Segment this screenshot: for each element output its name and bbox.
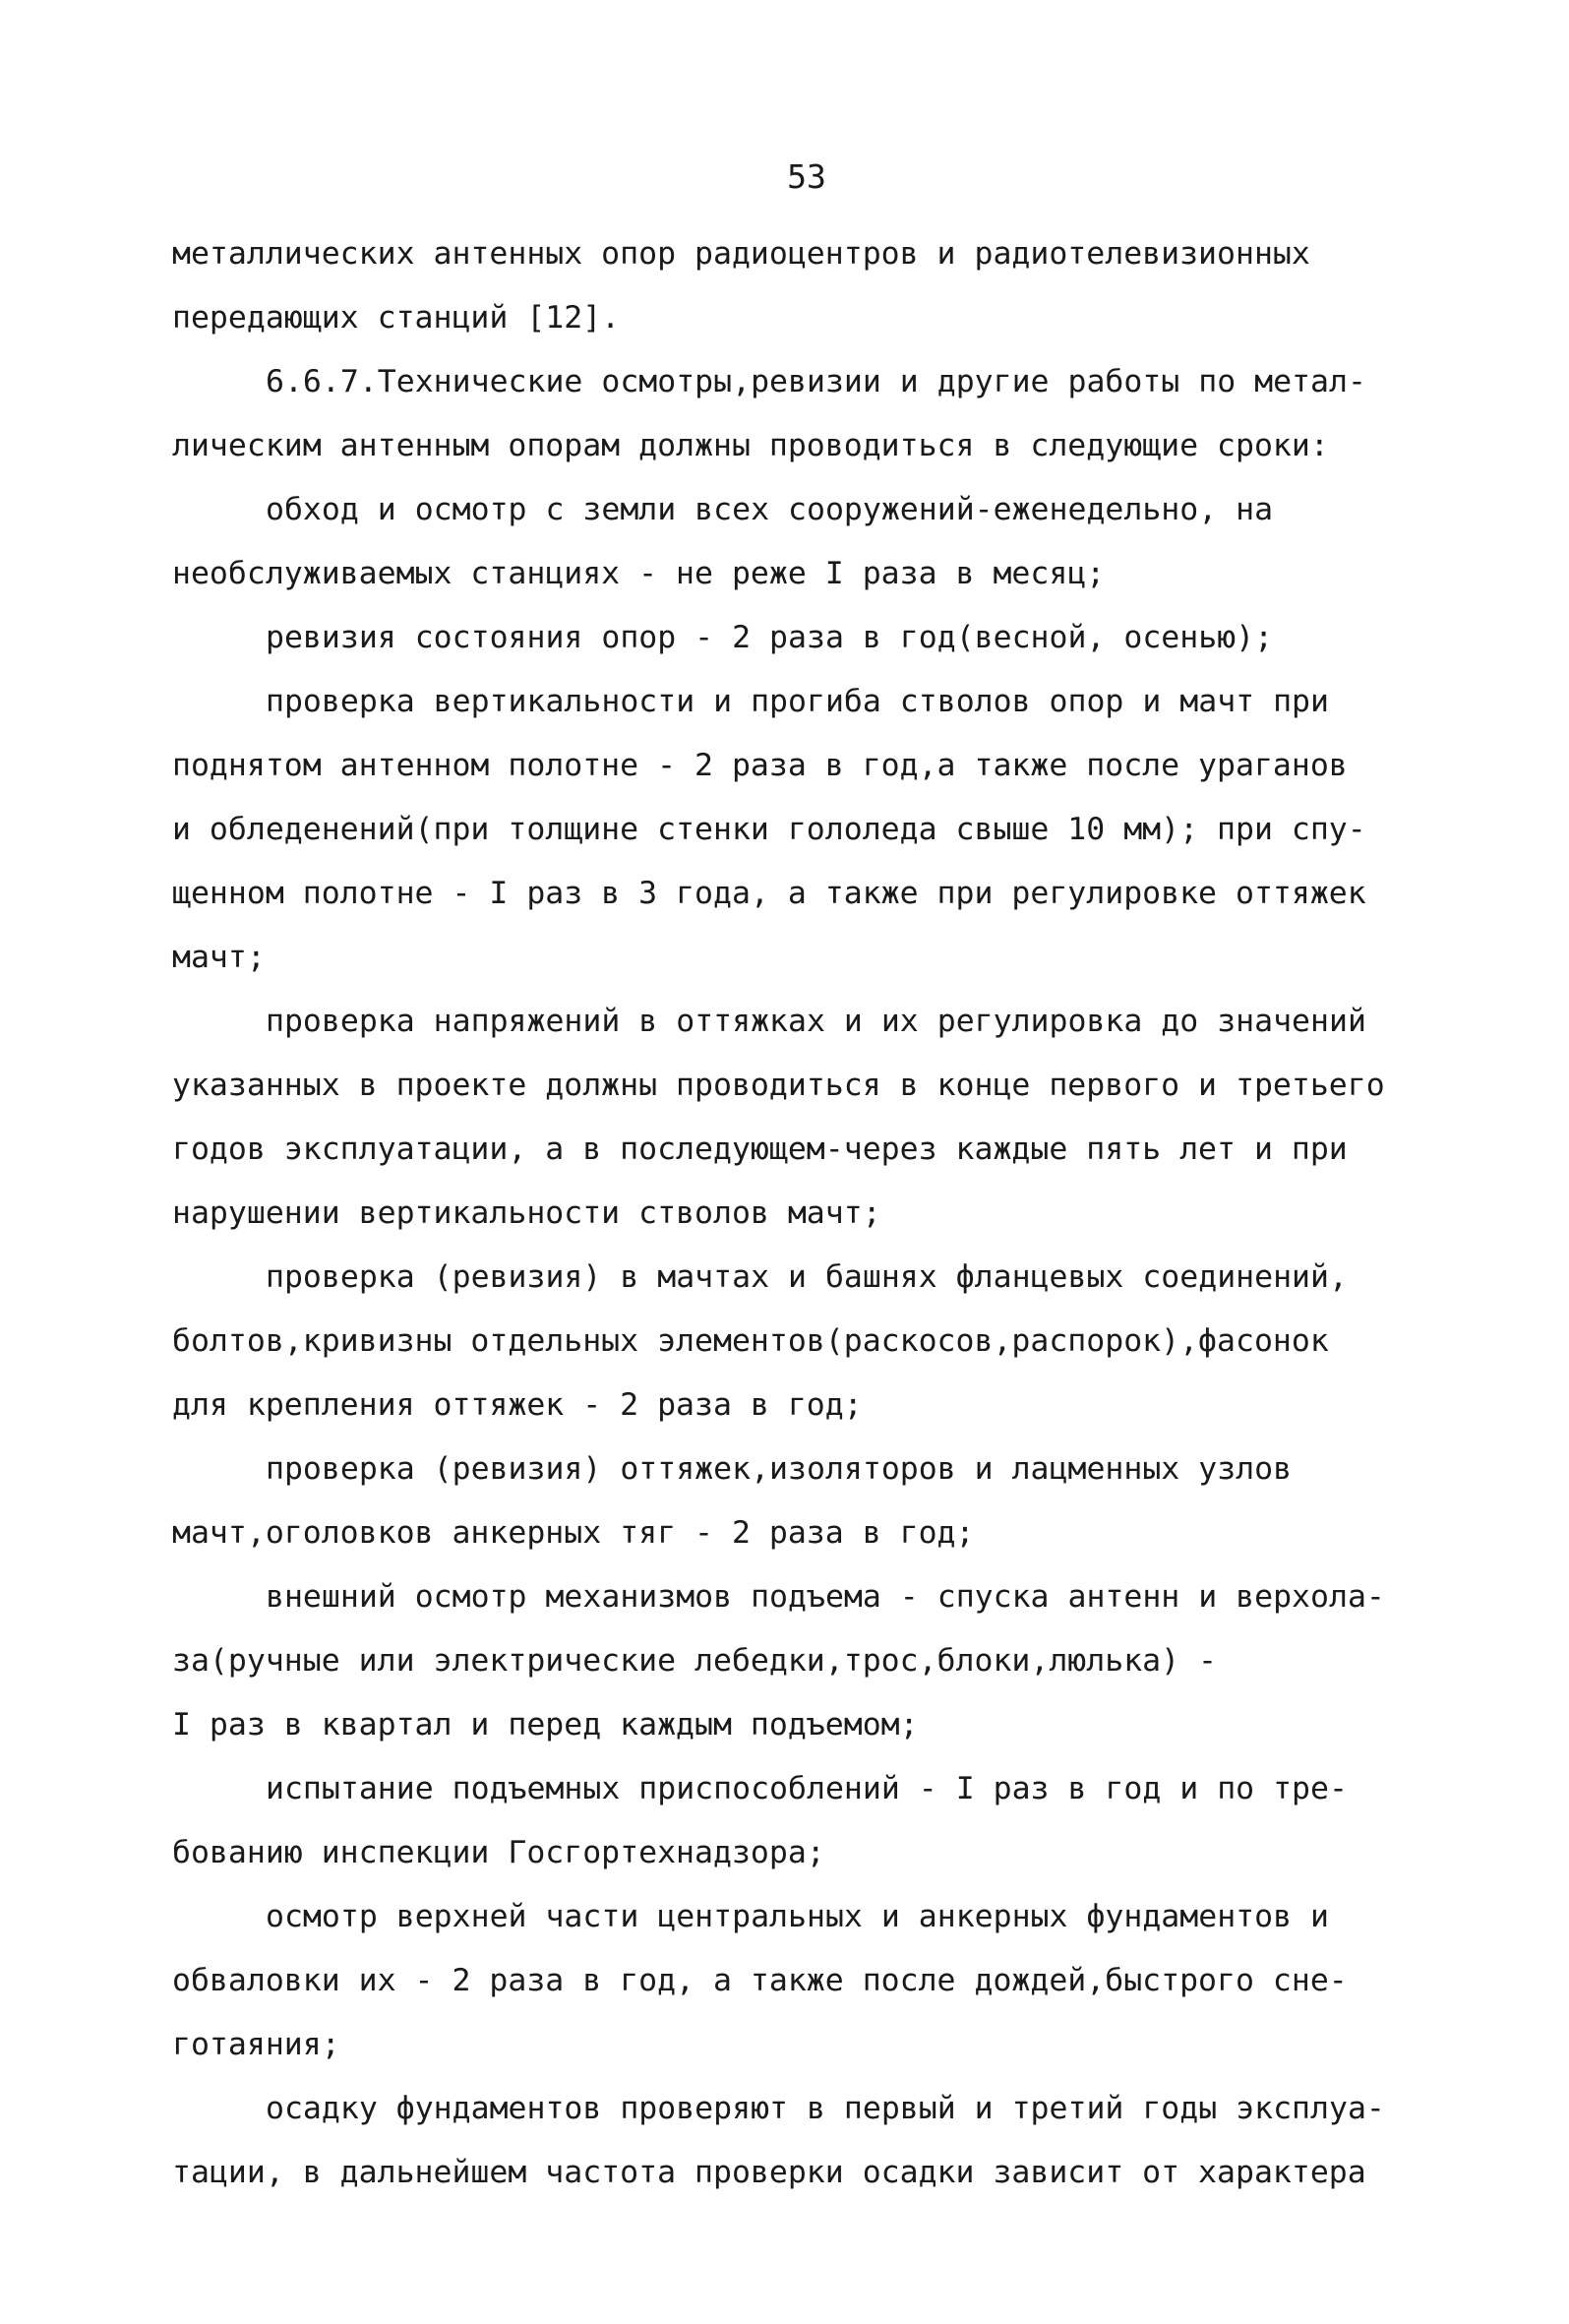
text-line: лическим антенным опорам должны проводиться в следующие сроки: (172, 428, 1329, 463)
text-line: бованию инспекции Госгортехнадзора; (172, 1835, 825, 1870)
text-line: для крепления оттяжек - 2 раза в год; (172, 1387, 863, 1423)
text-line: обход и осмотр с земли всех сооружений-еженедельно, на (266, 492, 1274, 527)
text-line: проверка напряжений в оттяжках и их регулировка до значений (266, 1004, 1366, 1039)
text-line: проверка (ревизия) оттяжек,изоляторов и лацменных узлов (266, 1451, 1293, 1487)
text-line: проверка (ревизия) в мачтах и башнях фланцевых соединений, (266, 1259, 1348, 1295)
text-line: нарушении вертикальности стволов мачт; (172, 1195, 881, 1231)
text-line: металлических антенных опор радиоцентров и радиотелевизионных (172, 236, 1310, 272)
page-number: 53 (787, 157, 826, 196)
text-line: осадку фундаментов проверяют в первый и третий годы эксплуа- (266, 2091, 1385, 2126)
text-line: необслуживаемых станциях - не реже I раза в месяц; (172, 556, 1106, 591)
text-line: щенном полотне - I раз в 3 года, а также при регулировке оттяжек (172, 876, 1366, 911)
text-line: за(ручные или электрические лебедки,трос,блоки,люлька) - (172, 1643, 1218, 1679)
text-line: готаяния; (172, 2027, 340, 2062)
text-line: мачт,оголовков анкерных тяг - 2 раза в год; (172, 1515, 975, 1551)
text-line: осмотр верхней части центральных и анкерных фундаментов и (266, 1899, 1329, 1934)
text-line: указанных в проекте должны проводиться в конце первого и третьего (172, 1068, 1385, 1103)
text-line: годов эксплуатации, а в последующем-через каждые пять лет и при (172, 1131, 1348, 1167)
text-line: обваловки их - 2 раза в год, а также после дождей,быстрого сне- (172, 1963, 1348, 1998)
text-line: болтов,кривизны отдельных элементов(раскосов,распорок),фасонок (172, 1323, 1329, 1359)
text-line: ревизия состояния опор - 2 раза в год(весной, осенью); (266, 620, 1274, 655)
text-line: мачт; (172, 940, 266, 975)
text-line: и обледенений(при толщине стенки гололеда свыше 10 мм); при спу- (172, 812, 1366, 847)
text-line: I раз в квартал и перед каждым подъемом; (172, 1707, 919, 1743)
text-line: внешний осмотр механизмов подъема - спуска антенн и верхола- (266, 1579, 1385, 1615)
text-line: испытание подъемных приспособлений - I раз в год и по тре- (266, 1771, 1348, 1806)
text-line: поднятом антенном полотне - 2 раза в год,а также после ураганов (172, 748, 1348, 783)
text-line: проверка вертикальности и прогиба стволов опор и мачт при (266, 684, 1329, 719)
body-text (172, 222, 1441, 2205)
text-line: 6.6.7.Технические осмотры,ревизии и другие работы по метал- (266, 364, 1366, 399)
text-line: тации, в дальнейшем частота проверки осадки зависит от характера (172, 2155, 1366, 2190)
text-line: передающих станций [12]. (172, 300, 621, 336)
